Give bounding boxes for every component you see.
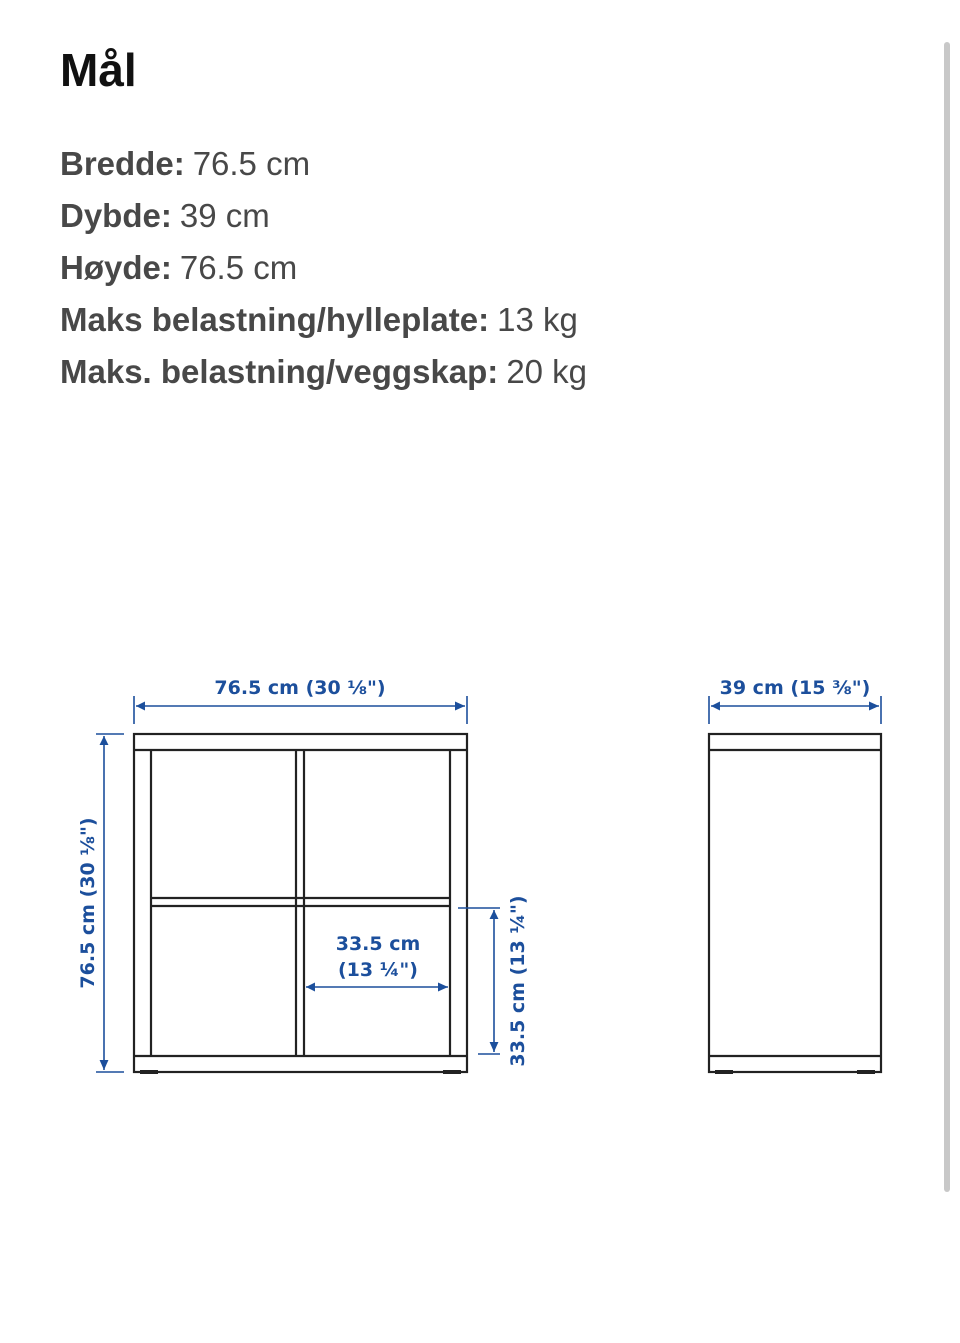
spec-label: Dybde: xyxy=(60,197,172,234)
spec-row-width xyxy=(60,138,920,190)
side-outer-frame xyxy=(709,734,881,1072)
spec-row-depth xyxy=(60,190,920,242)
dimension-lines xyxy=(96,696,881,1072)
front-width-label: 76.5 cm (30 ⅛") xyxy=(214,677,386,699)
front-view-shelf xyxy=(134,734,467,1072)
dimension-drawing xyxy=(0,640,960,1120)
compartment-width-label-line2: (13 ¼") xyxy=(338,959,418,981)
dimension-diagram xyxy=(0,640,960,1120)
side-view-shelf xyxy=(709,734,881,1072)
page-title: Mål xyxy=(60,44,137,96)
spec-row-max-load-wall-cabinet xyxy=(60,346,920,398)
spec-value: 13 kg xyxy=(497,301,578,338)
spec-row-height xyxy=(60,242,920,294)
specifications-list xyxy=(60,138,920,398)
spec-value: 20 kg xyxy=(506,353,588,390)
spec-label: Maks. belastning/veggskap: xyxy=(60,353,499,390)
spec-label: Bredde: xyxy=(60,145,185,182)
spec-label: Høyde: xyxy=(60,249,172,286)
spec-label: Maks belastning/hylleplate: xyxy=(60,301,490,338)
compartment-width-label-line1: 33.5 cm xyxy=(335,933,421,955)
spec-value: 76.5 cm xyxy=(179,249,298,286)
spec-row-max-load-shelf xyxy=(60,294,920,346)
scrollbar[interactable] xyxy=(944,42,950,1192)
spec-value: 76.5 cm xyxy=(192,145,311,182)
compartment-height-label: 33.5 cm (13 ¼") xyxy=(507,895,529,1067)
side-depth-label: 39 cm (15 ⅜") xyxy=(719,677,871,699)
spec-value: 39 cm xyxy=(179,197,270,234)
front-outer-frame xyxy=(134,734,467,1072)
front-height-label: 76.5 cm (30 ⅛") xyxy=(77,817,99,989)
